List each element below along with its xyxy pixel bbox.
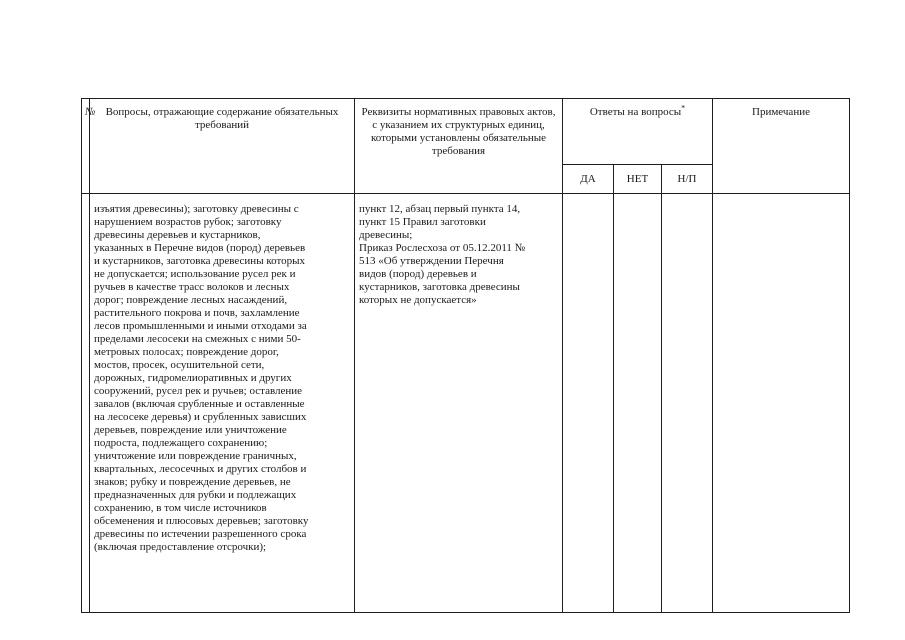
- col-header-answers: [563, 99, 713, 165]
- col-header-no: НЕТ: [614, 165, 662, 194]
- col-header-yes: ДА: [563, 165, 614, 194]
- col-header-na: Н/П: [662, 165, 713, 194]
- row-num: [82, 194, 90, 613]
- table-row: [82, 194, 850, 613]
- header-row: [82, 99, 850, 165]
- col-header-requisites: Реквизиты нормативных правовых актов, с указанием их структурных единиц, которыми установлены обязательные требования: [355, 99, 563, 194]
- row-answer-na[interactable]: [662, 194, 713, 613]
- row-answer-yes[interactable]: [563, 194, 614, 613]
- row-answer-no[interactable]: [614, 194, 662, 613]
- row-requisite: пункт 12, абзац первый пункта 14, пункт 15 Правил заготовки древесины; Приказ Рослесхоза от 05.12.2011 № 513 «Об утверждении Перечня видов (пород) деревьев и кустарников, заготовка древесины которых не допускается»: [355, 194, 563, 613]
- col-header-num: №: [82, 99, 90, 194]
- answers-label: Ответы на вопросы: [589, 106, 682, 118]
- col-header-questions: Вопросы, отражающие содержание обязательных требований: [90, 99, 355, 194]
- answers-footnote-mark: *: [681, 103, 686, 113]
- col-header-note: Примечание: [713, 99, 850, 194]
- row-note[interactable]: [713, 194, 850, 613]
- requirements-table: [81, 98, 850, 613]
- row-question: изъятия древесины); заготовку древесины с нарушением возрастов рубок; заготовку древесины деревьев и кустарников, указанных в Перечне видов (пород) деревьев и кустарников, заготовка древесины которых не допускается; использование русел рек и ручьев в качестве трасс волоков и лесных дорог; повреждение лесных насаждений, растительного покрова и почв, захламление лесов промышленными и иными отходами за пределами лесосеки на смежных с ними 50- метровых полосах; повреждение дорог, мостов, просек, осушительной сети, дорожных, гидромелиоративных и других сооружений, русел рек и ручьев; оставление завалов (включая срубленные и оставленные на лесосеке деревья) и срубленных зависших деревьев, повреждение или уничтожение подроста, подлежащего сохранению; уничтожение или повреждение граничных, квартальных, лесосечных и других столбов и знаков; рубку и повреждение деревьев, не предназначенных для рубки и подлежащих сохранению, в том числе источников обсеменения и плюсовых деревьев; заготовку древесины по истечении разрешенного срока (включая предоставление отсрочки);: [90, 194, 355, 613]
